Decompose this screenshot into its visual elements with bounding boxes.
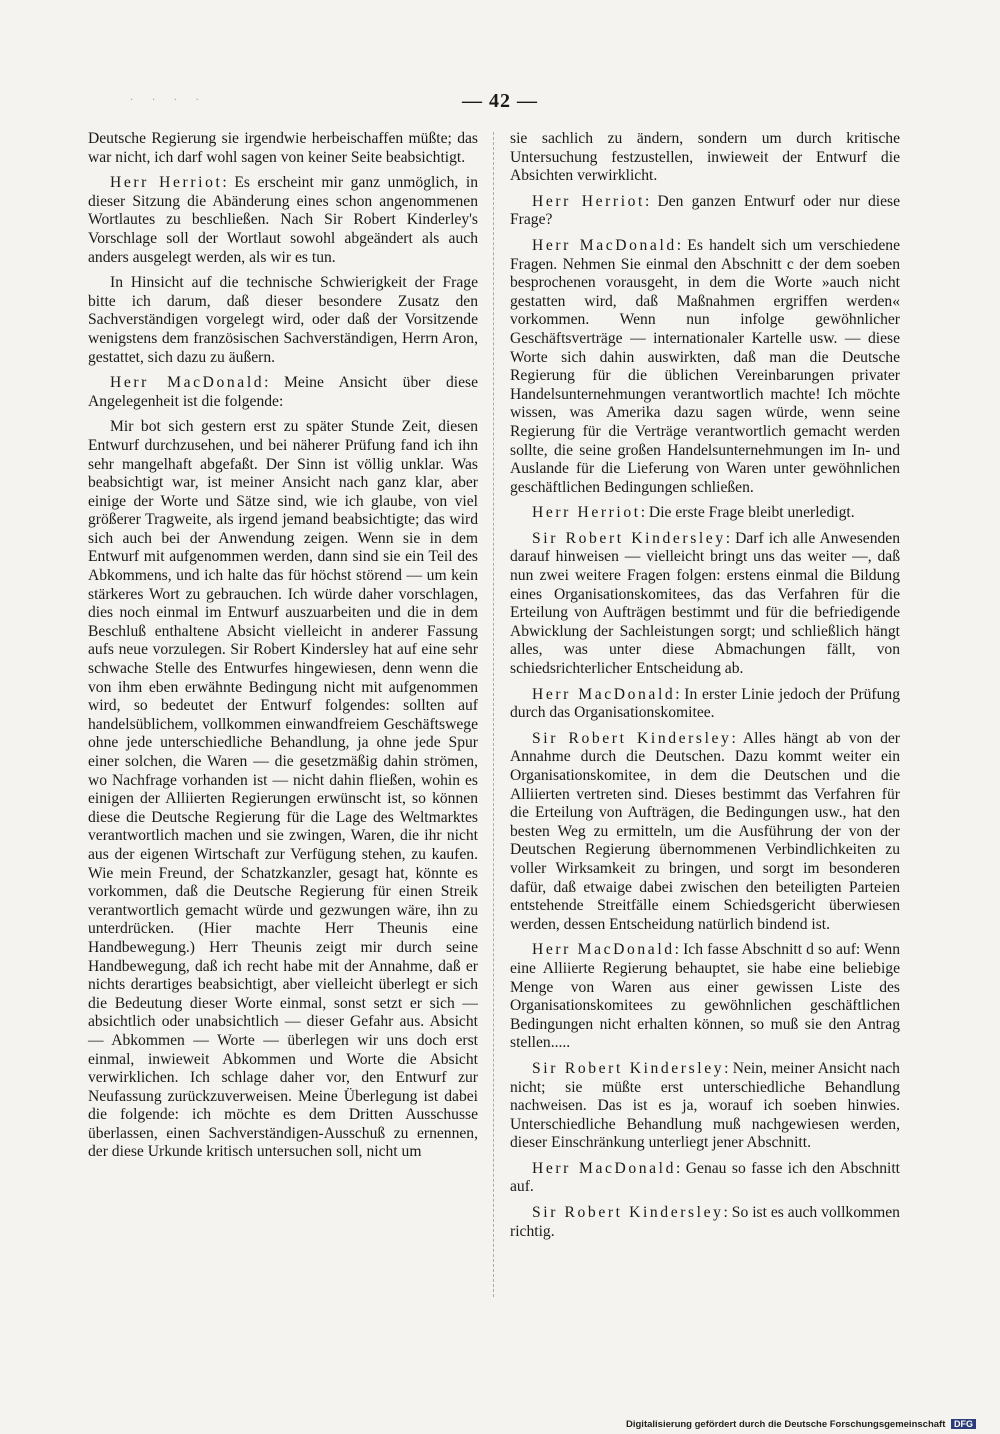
left-column: [88, 130, 478, 1169]
paragraph-text: sie sachlich zu ändern, sondern um durch kritische Untersuchung festzustellen, inwieweit der Entwurf die Absichten verwirklicht.: [510, 130, 900, 185]
right-column: [510, 130, 900, 1248]
speaker-name: Herr MacDonald: [532, 941, 675, 959]
footer-text: Digitalisierung gefördert durch die Deutsche Forschungsgemeinschaft: [626, 1419, 946, 1430]
paragraph-text: Deutsche Regierung sie irgendwie herbeischaffen müßte; das war nicht, ich darf wohl sagen von keiner Seite beabsichtigt.: [88, 130, 478, 166]
paragraph-text: : Meine Ansicht über diese Angelegenheit ist die folgende:: [88, 374, 478, 410]
paragraph-text: : Es erscheint mir ganz unmöglich, in dieser Sitzung die Abänderung eines schon angenommenen Wortlautes zu beschließen. Nach Sir Robert Kinderley's Vorschlage soll der Wortlaut sowohl abgeändert als auch anders ausgelegt werden, als wir es tun.: [88, 174, 479, 266]
paragraph: [88, 174, 478, 267]
speaker-name: Sir Robert Kindersley: [532, 529, 726, 547]
paragraph-text: : Die erste Frage bleibt unerledigt.: [640, 504, 855, 522]
paragraph: [88, 130, 478, 167]
speaker-name: Herr MacDonald: [532, 236, 677, 254]
speaker-name: Herr MacDonald: [532, 1159, 677, 1177]
speaker-name: Herr MacDonald: [110, 374, 265, 392]
paragraph-text: : Genau so fasse ich den Abschnitt auf.: [510, 1159, 900, 1196]
paragraph-text: : In erster Linie jedoch der Prüfung durch das Organisationskomitee.: [510, 685, 900, 722]
paragraph-text: : Darf ich alle Anwesenden darauf hinweisen — vielleicht bringt uns das weiter —, daß nun zwei weitere Fragen folgen: erstens einmal die Bildung eines Organisationskomitees, das das Verfahren für die Erteilung von Aufträgen bestimmt und für die befriedigende Abwicklung der Sachleistungen sorgt; und schließlich hängt alles, was unter diese Abmachungen fällt, von schiedsrichterlicher Entscheidung ab.: [510, 529, 900, 678]
paragraph: [510, 130, 900, 186]
scan-specks: · · · ·: [130, 95, 207, 106]
column-divider: [493, 132, 494, 1297]
paragraph: [510, 686, 900, 723]
paragraph: [510, 730, 900, 935]
paragraph-text: : So ist es auch vollkommen richtig.: [510, 1204, 900, 1240]
paragraph: [510, 237, 900, 497]
paragraph: [510, 1060, 900, 1153]
paragraph: [510, 941, 900, 1053]
paragraph: [510, 530, 900, 679]
paragraph-text: Mir bot sich gestern erst zu später Stunde Zeit, diesen Entwurf durchzusehen, und bei näherer Prüfung fand ich ihn sehr mangelhaft abgefaßt. Der Sinn ist völlig unklar. Was beabsichtigt war, ist meiner Ansicht nach ganz klar, aber einige der Worte und Sätze sind, wie ich glaube, von viel größerer Tragweite, als irgend jemand beabsichtigte; das wird sich auch bei der Anwendung zeigen. Wenn sie in dem Entwurf mit aufgenommen werden, dann sind sie ein Teil des Abkommens, und ich halte das für höchst störend — um kein stärkeres Wort zu gebrauchen. Ich würde daher vorschlagen, dies noch einmal im Entwurf auszuarbeiten und die in dem Beschluß enthaltene Absicht vielleicht in anderer Fassung aufs neue vorzulegen. Sir Robert Kindersley hat auf eine sehr schwache Stelle des Entwurfes hingewiesen, denn wenn die von ihm eben erwähnte Bedingung nicht mit aufgenommen wird, so bedeutet der Entwurf folgendes: sollten auf handelsüblichem, vollkommen einwandfreiem Geschäftswege ohne jede unterschiedliche Behandlung, ja ohne jede Spur einer solchen, die Waren — die gesetzmäßig dahin strömen, wo Nachfrage vorhanden ist — nicht dahin fließen, wohin es einigen der Alliierten Regierungen erwünscht ist, so können diese die Deutsche Regierung für die Lage des Weltmarktes verantwortlich machen und sie zwingen, Waren, die ihr nicht aus der eigenen Wirtschaft zur Verfügung stehen, zu kaufen. Wie mein Freund, der Schatzkanzler, gesagt hat, könnte es vorkommen, daß die Deutsche Regierung für einen Streik verantwortlich gemacht würde und gezwungen wäre, ihn zu unterdrücken. (Hier machte Herr Theunis eine Handbewegung.) Herr Theunis zeigt mir durch seine Handbewegung, daß ich recht habe mit der Annahme, daß er nichts derartiges beabsichtigt, aber vielleicht überlegt er sich die Bedeutung dieser Worte einmal, sonst setzt er sich — absichtlich oder unabsichtlich — dieser Gefahr aus. Absicht — Abkommen — Worte — überlegen wir uns doch erst einmal, inwieweit Abkommen und Worte die Absicht verwirklichen. Ich schlage daher vor, den Entwurf zur Neufassung zurückzuverweisen. Meine Überlegung ist dabei die folgende: ich möchte es dem Dritten Ausschusse überlassen, einen Sachverständigen-Ausschuß zu ernennen, der diese Urkunde kritisch untersuchen soll, nicht um: [88, 418, 478, 1161]
paragraph-text: : Nein, meiner Ansicht nach nicht; sie müßte erst unterschiedliche Behandlung nachweisen. Das ist es ja, worauf ich soeben hinwies. Unterschiedliche Behandlung muß nachgewiesen werden, dieser Einschränkung unterliegt jener Abschnitt.: [510, 1059, 900, 1152]
paragraph: [88, 418, 478, 1162]
speaker-name: Herr Herriot: [110, 174, 223, 192]
paragraph: [510, 1160, 900, 1197]
speaker-name: Sir Robert Kindersley: [532, 729, 732, 747]
speaker-name: Herr Herriot: [532, 192, 645, 210]
paragraph: [88, 274, 478, 367]
paragraph: [88, 374, 478, 411]
page-number: — 42 —: [462, 90, 538, 112]
paragraph-text: : Den ganzen Entwurf oder nur diese Frage?: [510, 192, 900, 229]
speaker-name: Sir Robert Kindersley: [532, 1059, 725, 1077]
speaker-name: Herr Herriot: [532, 504, 641, 522]
dfg-logo: DFG: [951, 1419, 976, 1429]
paragraph-text: : Es handelt sich um verschiedene Fragen. Nehmen Sie einmal den Abschnitt c der dem soeben besprochenen vorausgeht, in dem die Worte »auch nicht gestatten wird, daß Maßnahmen ergriffen werden« vorkommen. Wenn nun infolge gewöhnlicher Geschäftsverträge — internationaler Kartelle usw. — diese Worte sich dahin auswirkten, daß man die Deutsche Regierung für die üblichen Vereinbarungen privater Handelsunternehmungen verantwortlich machte! Ich möchte wissen, was Amerika dazu sagen würde, wenn seine Regierung für die Verträge verantwortlich gemacht werden sollte, die seine großen Handelsunternehmungen im In- und Auslande für die Lieferung von Waren unter gewöhnlichen geschäftlichen Bedingungen schließen.: [510, 236, 901, 496]
paragraph-text: In Hinsicht auf die technische Schwierigkeit der Frage bitte ich darum, daß dieser besondere Zusatz den Sachverständigen vorgelegt wird, oder daß der Vorsitzende wenigstens dem französischen Sachverständigen, Herrn Aron, gestattet, sich dazu zu äußern.: [88, 274, 478, 366]
footer-credit: [626, 1419, 976, 1430]
speaker-name: Herr MacDonald: [532, 685, 676, 703]
paragraph: [510, 193, 900, 230]
speaker-name: Sir Robert Kindersley: [532, 1204, 724, 1222]
paragraph-text: : Ich fasse Abschnitt d so auf: Wenn eine Alliierte Regierung behauptet, sie habe eine beliebige Menge von Waren aus einer gewissen Liste des Organisationskomitees zu gewöhnlichen geschäftlichen Bedingungen nicht erhalten können, so muß sie den Antrag stellen.....: [510, 941, 901, 1052]
paragraph: [510, 504, 900, 523]
paragraph: [510, 1204, 900, 1241]
paragraph-text: : Alles hängt ab von der Annahme durch die Deutschen. Dazu kommt weiter ein Organisationskomitee, in dem die Deutschen und die Alliierten vertreten sind. Dieses bestimmt das Verfahren für die Erteilung von Aufträgen, die Bedingungen usw., hat den besten Weg zu ermitteln, um die Ausführung der von der Deutschen Regierung übernommenen Verbindlichkeiten zu voller Wirksamkeit zu bringen, und sorgt im besonderen dafür, daß etwaige dabei zwischen den beteiligten Parteien entstehende Streitfälle einem Schiedsgericht überwiesen werden, dessen Entscheidung natürlich bindend ist.: [510, 729, 900, 933]
